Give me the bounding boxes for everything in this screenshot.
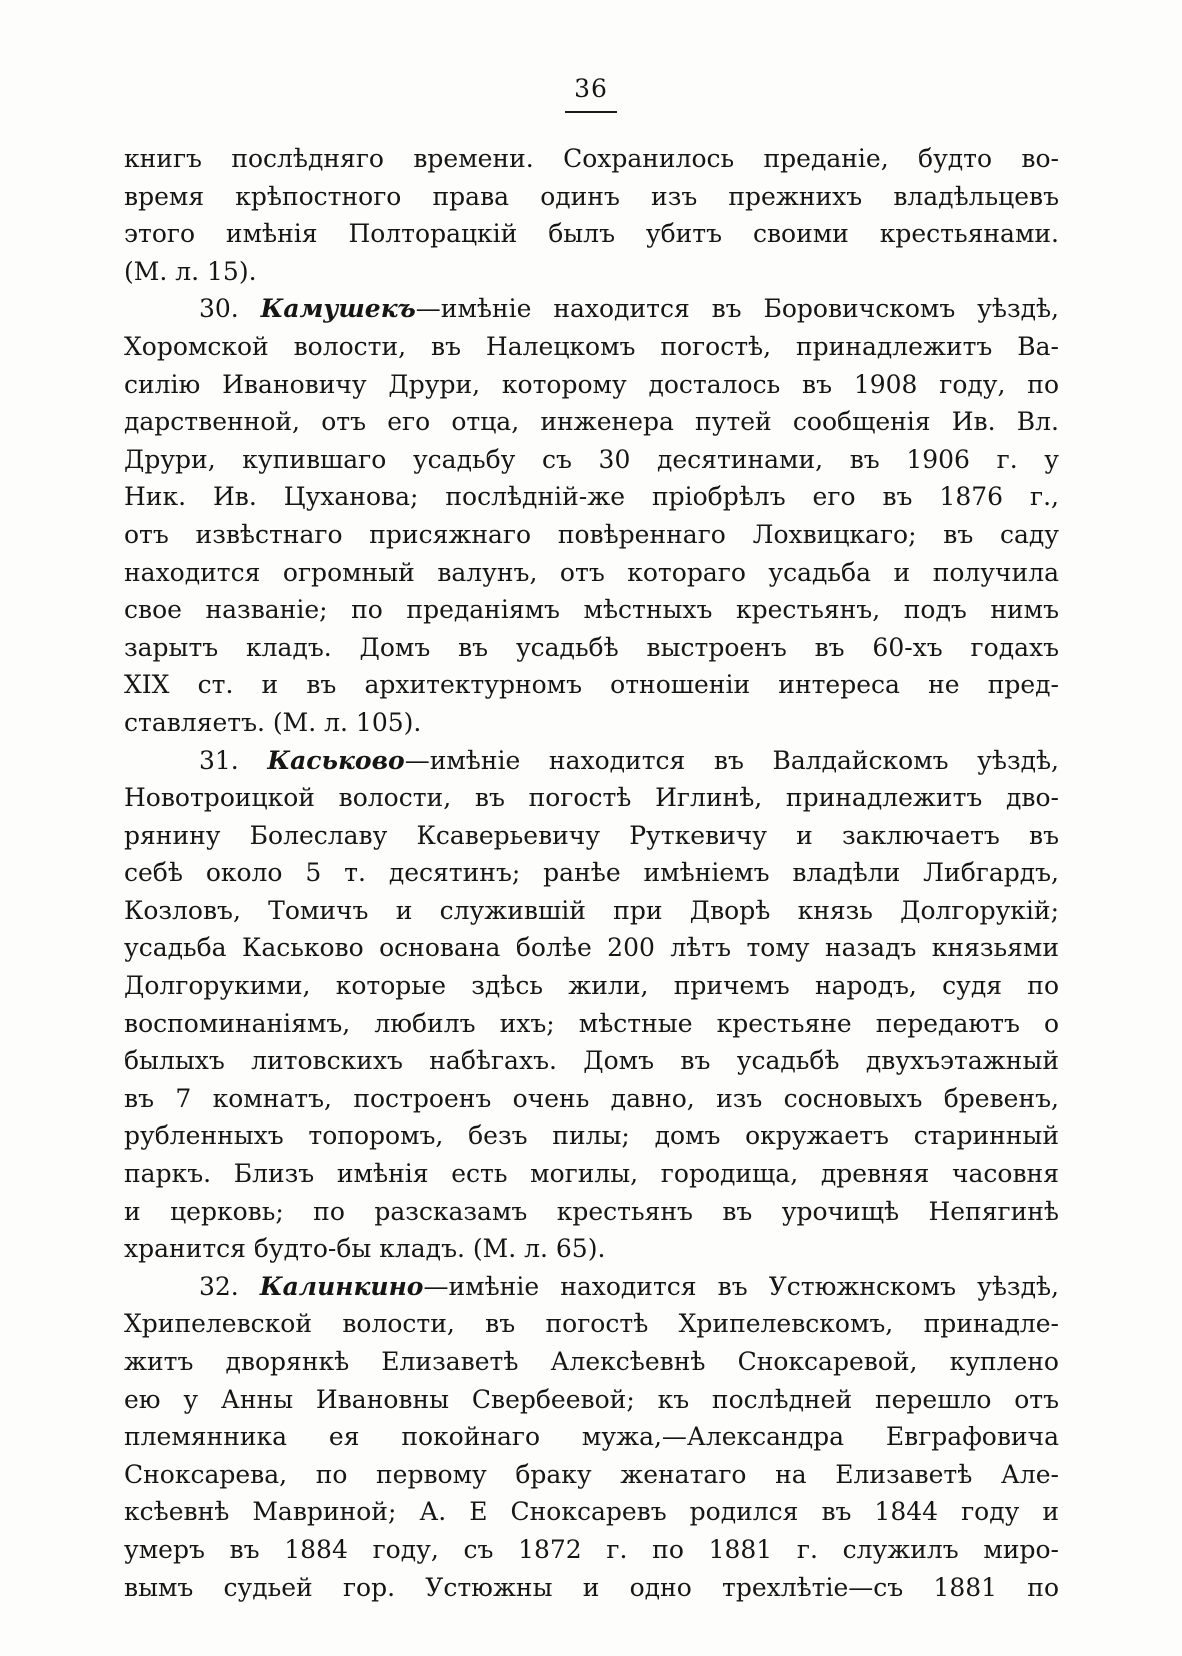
text-line [124, 1080, 1059, 1118]
line-text: ксѣевнѣ Мавриной; А. Е Сноксаревъ родился въ 1844 году и [124, 1497, 1059, 1527]
text-line [124, 366, 1059, 404]
line-text: свое названіе; по преданіямъ мѣстныхъ крестьянъ, подъ нимъ [124, 595, 1059, 625]
line-text: —имѣніе находится въ Боровичскомъ уѣздѣ, [415, 294, 1059, 324]
text-line [124, 854, 1059, 892]
text-line [124, 1230, 1059, 1268]
line-text: дарственной, отъ его отца, инженера путей сообщенія Ив. Вл. [124, 407, 1059, 437]
text-line [124, 817, 1059, 855]
line-text: —имѣніе находится въ Валдайскомъ уѣздѣ, [404, 745, 1059, 775]
text-line [124, 629, 1059, 667]
text-line [124, 140, 1059, 178]
page-number: 36 [574, 74, 608, 103]
line-text: книгъ послѣдняго времени. Сохранилось преданіе, будто во- [124, 144, 1059, 173]
text-line [124, 441, 1059, 479]
estate-name: Каськово [267, 745, 405, 775]
text-line [124, 328, 1059, 366]
line-text: былыхъ литовскихъ набѣгахъ. Домъ въ усадьбѣ двухъэтажный [124, 1046, 1059, 1076]
text-line [124, 215, 1059, 253]
page-number-rule [565, 111, 617, 113]
text-line [124, 892, 1059, 930]
line-text: время крѣпостного права одинъ изъ прежнихъ владѣльцевъ [124, 181, 1059, 211]
line-text: въ 7 комнатъ, построенъ очень давно, изъ сосновыхъ бревенъ, [124, 1083, 1059, 1113]
entry-heading-line [124, 290, 1059, 328]
line-text: усадьба Каськово основана болѣе 200 лѣтъ тому назадъ князьями [124, 933, 1059, 963]
text-line [124, 666, 1059, 704]
line-text: этого имѣнія Полторацкій былъ убитъ своими крестьянами. [124, 219, 1059, 249]
line-text: Козловъ, Томичъ и служившій при Дворѣ князь Долгорукій; [124, 895, 1059, 925]
line-text: Новотроицкой волости, въ погостѣ Иглинѣ, принадлежитъ дво- [124, 783, 1059, 813]
line-text: вымъ судьей гор. Устюжны и одно трехлѣтіе—съ 1881 по [124, 1572, 1059, 1602]
text-line [124, 929, 1059, 967]
text-line [124, 1381, 1059, 1419]
line-text: ею у Анны Ивановны Свербеевой; къ послѣдней перешло отъ [124, 1384, 1059, 1414]
text-line [124, 516, 1059, 554]
line-text: Сноксарева, по первому браку женатаго на Елизаветѣ Але- [124, 1459, 1059, 1489]
line-text: ставляетъ. (М. л. 105). [124, 707, 422, 737]
text-line [124, 1456, 1059, 1494]
text-line [124, 1005, 1059, 1043]
line-text: зарытъ кладъ. Домъ въ усадьбѣ выстроенъ въ 60-хъ годахъ [124, 632, 1059, 662]
line-text: силію Ивановичу Друри, которому досталось въ 1908 году, по [124, 369, 1059, 399]
line-text: находится огромный валунъ, отъ котораго усадьба и получила [124, 557, 1059, 587]
line-text: и церковь; по разсказамъ крестьянъ въ урочищѣ Непягинѣ [124, 1196, 1059, 1226]
entry-number: 31. [199, 745, 239, 775]
entry-heading-line [124, 742, 1059, 780]
line-text: воспоминаніямъ, любилъ ихъ; мѣстные крестьяне передаютъ о [124, 1008, 1059, 1038]
line-text: XIX ст. и въ архитектурномъ отношеніи интереса не пред- [124, 670, 1059, 700]
text-line [124, 1305, 1059, 1343]
line-text: рянину Болеславу Ксаверьевичу Руткевичу и заключаетъ въ [124, 820, 1059, 850]
text-line [124, 1042, 1059, 1080]
text-line [124, 1155, 1059, 1193]
line-text: себѣ около 5 т. десятинъ; ранѣе имѣніемъ владѣли Либгардъ, [124, 858, 1059, 888]
text-line [124, 1193, 1059, 1231]
text-line [124, 403, 1059, 441]
text-line [124, 1531, 1059, 1569]
line-text: (М. л. 15). [124, 256, 257, 286]
line-text: —имѣніе находится въ Устюжнскомъ уѣздѣ, [423, 1271, 1059, 1301]
text-line [124, 591, 1059, 629]
line-text: Долгорукими, которые здѣсь жили, причемъ народъ, судя по [124, 971, 1059, 1001]
line-text: хранится будто-бы кладъ. (М. л. 65). [124, 1234, 606, 1264]
line-text: Хрипелевской волости, въ погостѣ Хрипелевскомъ, принадле- [124, 1309, 1059, 1339]
line-text: Хоромской волости, въ Налецкомъ погостѣ, принадлежитъ Ва- [124, 331, 1059, 361]
text-line [124, 1493, 1059, 1531]
text-line [124, 704, 1059, 742]
entry-number: 32. [199, 1271, 239, 1301]
text-line [124, 1418, 1059, 1456]
text-line [124, 253, 1059, 291]
text-line [124, 554, 1059, 592]
line-text: Ник. Ив. Цуханова; послѣдній-же пріобрѣлъ его въ 1876 г., [124, 482, 1059, 512]
estate-name: Камушекъ [260, 294, 416, 324]
line-text: племянника ея покойнаго мужа,—Александра Евграфовича [124, 1422, 1059, 1452]
text-line [124, 967, 1059, 1005]
line-text: паркъ. Близъ имѣнія есть могилы, городища, древняя часовня [124, 1159, 1059, 1189]
entry-number: 30. [199, 294, 239, 324]
line-text: отъ извѣстнаго присяжнаго повѣреннаго Лохвицкаго; въ саду [124, 519, 1059, 549]
text-line [124, 1117, 1059, 1155]
estate-name: Калинкино [259, 1271, 424, 1301]
text-line [124, 1569, 1059, 1607]
text-line [124, 178, 1059, 216]
line-text: житъ дворянкѣ Елизаветѣ Алексѣевнѣ Сноксаревой, куплено [124, 1347, 1059, 1376]
line-text: умеръ въ 1884 году, съ 1872 г. по 1881 г. служилъ миро- [124, 1534, 1059, 1564]
body-text [124, 140, 1059, 1606]
text-line [124, 478, 1059, 516]
entry-heading-line [124, 1268, 1059, 1306]
text-line [124, 779, 1059, 817]
text-line [124, 1343, 1059, 1381]
line-text: Друри, купившаго усадьбу съ 30 десятинами, въ 1906 г. у [124, 444, 1059, 474]
line-text: рубленныхъ топоромъ, безъ пилы; домъ окружаетъ старинный [124, 1121, 1059, 1151]
